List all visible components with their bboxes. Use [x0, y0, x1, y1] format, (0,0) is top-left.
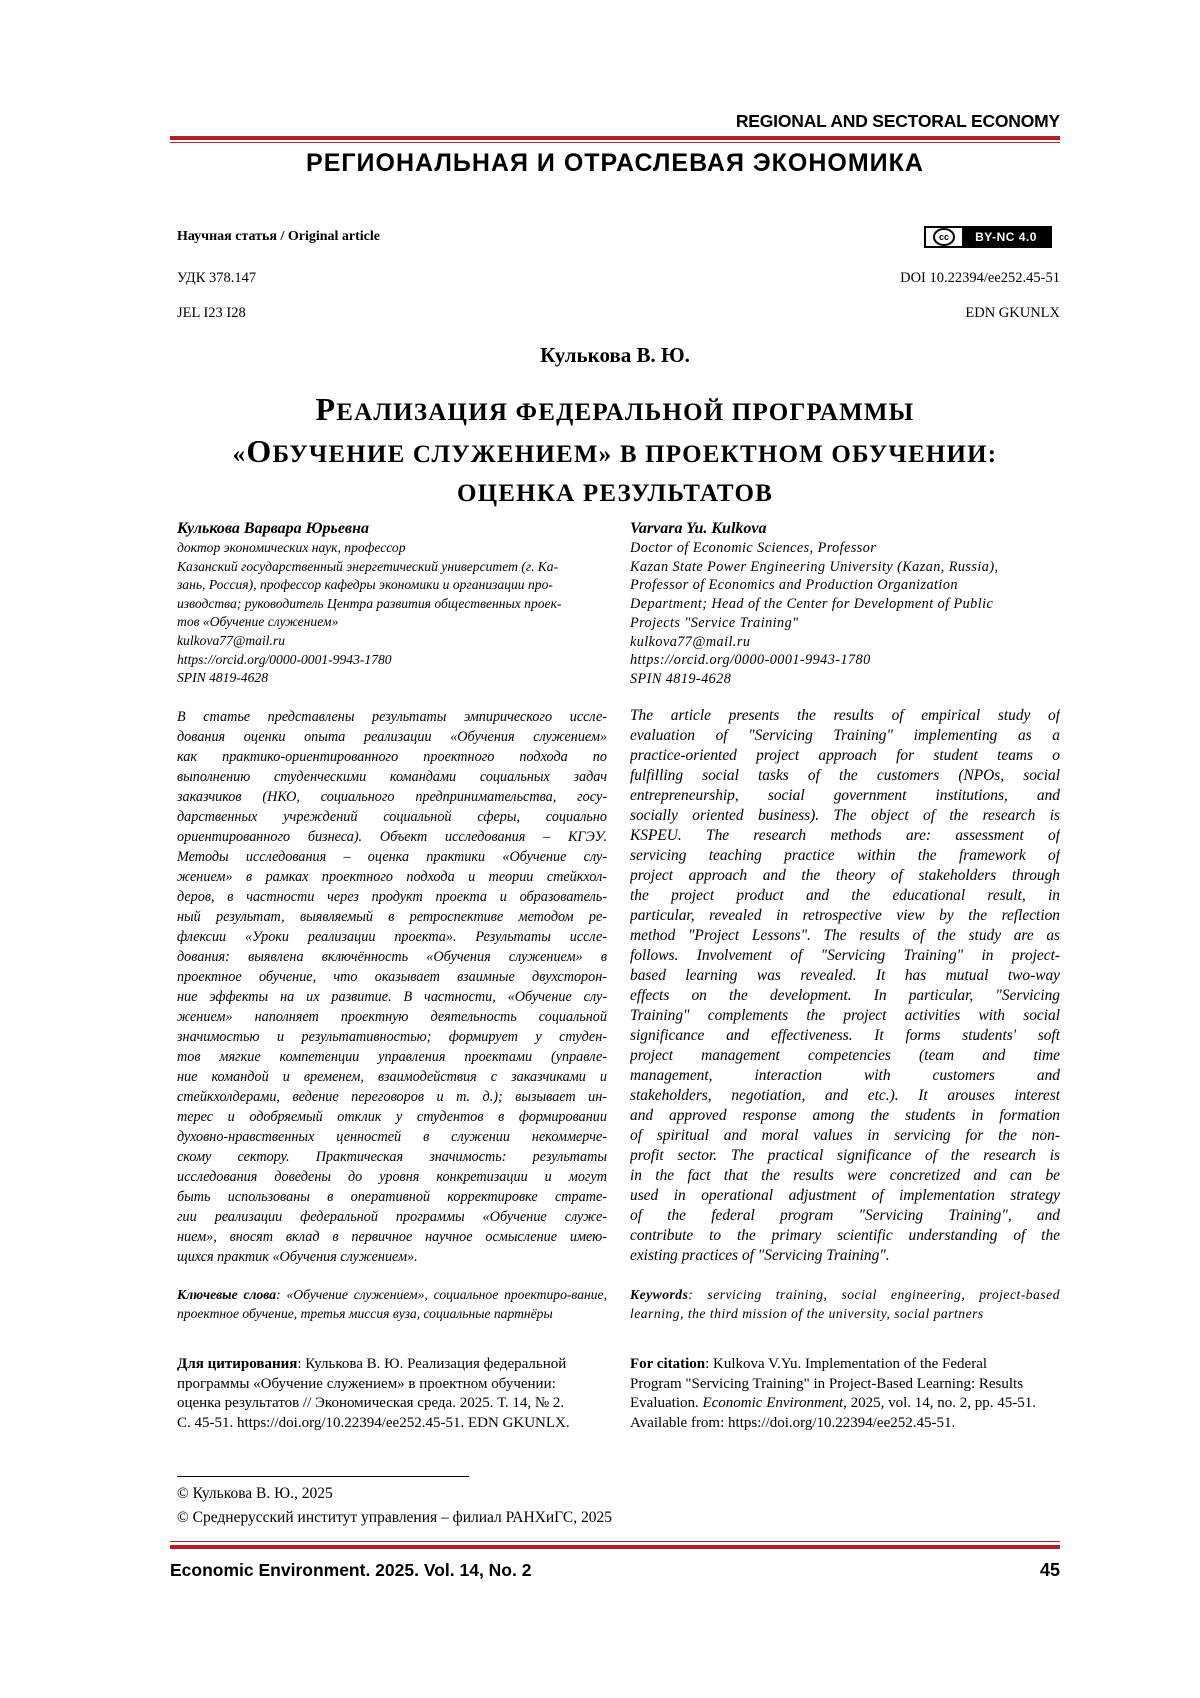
abstract-line: The article presents the results of empirical study of: [630, 706, 1060, 726]
abstract-line: of the federal program "Servicing Training", and: [630, 1206, 1060, 1226]
author-detail-line: kulkova77@mail.ru: [177, 632, 607, 651]
abstract-line: ние командой и временем, взаимодействия с заказчиками и: [177, 1067, 607, 1087]
section-title-ru: РЕГИОНАЛЬНАЯ И ОТРАСЛЕВАЯ ЭКОНОМИКА: [170, 149, 1060, 178]
author-detail-line: https://orcid.org/0000-0001-9943-1780: [630, 651, 1060, 670]
author-detail-line: Doctor of Economic Sciences, Professor: [630, 539, 1060, 558]
abstract-line: скому сектору. Практическая значимость: результаты: [177, 1147, 607, 1167]
keywords-en: Keywords: servicing training, social engineering, project-based learning, the third mission of the university, social partners: [630, 1285, 1060, 1323]
abstract-line: entrepreneurship, social government institutions, and: [630, 786, 1060, 806]
abstract-line: стейкхолдерами, ведение переговоров и т. д.); вызывает ин-: [177, 1087, 607, 1107]
abstract-line: флексии «Уроки реализации проекта». Результаты иссле-: [177, 927, 607, 947]
abstract-line: дарственных учреждений социальной сферы, социально: [177, 807, 607, 827]
article-title: РЕАЛИЗАЦИЯ ФЕДЕРАЛЬНОЙ ПРОГРАММЫ «ОБУЧЕНИЕ СЛУЖЕНИЕМ» В ПРОЕКТНОМ ОБУЧЕНИИ: ОЦЕНКА РЕЗУЛЬТАТОВ: [170, 390, 1060, 513]
abstract-line: significance and effectiveness. It forms students' soft: [630, 1026, 1060, 1046]
header-rule-thin: [170, 142, 1060, 143]
abstract-line: evaluation of "Servicing Training" implementing as a: [630, 726, 1060, 746]
abstract-line: of spiritual and moral values in servicing for the non-: [630, 1126, 1060, 1146]
author-detail-line: Казанский государственный энергетический университет (г. Ка-: [177, 558, 607, 577]
abstract-line: как практико-ориентированного проектного подхода по: [177, 747, 607, 767]
author-detail-line: Professor of Economics and Production Organization: [630, 576, 1060, 595]
keywords-ru: Ключевые слова: «Обучение служением», социальное проектиро-вание, проектное обучение, третья миссия вуза, социальные партнёры: [177, 1285, 607, 1323]
abstract-line: жением» наполняет проектную деятельность социальной: [177, 1007, 607, 1027]
abstract-line: fulfilling social tasks of the customers (NPOs, social: [630, 766, 1060, 786]
author-detail-line: SPIN 4819-4628: [177, 669, 607, 688]
abstract-line: project management competencies (team and time: [630, 1046, 1060, 1066]
footer-rule: [170, 1545, 1060, 1549]
copyright-author: © Кулькова В. Ю., 2025: [177, 1485, 333, 1503]
abstract-line: and approved response among the students in formation: [630, 1106, 1060, 1126]
author-detail-line: Kazan State Power Engineering University (Kazan, Russia),: [630, 558, 1060, 577]
journal-issue: Economic Environment. 2025. Vol. 14, No. 2: [170, 1560, 531, 1581]
author-detail-line: изводства; руководитель Центра развития общественных проек-: [177, 595, 607, 614]
footer-rule-thin: [170, 1541, 1060, 1542]
abstract-line: заказчиков (НКО, социального предпринимательства, госу-: [177, 787, 607, 807]
abstract-line: выполнению студенческими командами социальных задач: [177, 767, 607, 787]
abstract-line: В статье представлены результаты эмпирического иссле-: [177, 707, 607, 727]
license-label: BY-NC 4.0: [962, 228, 1050, 246]
abstract-line: Training" complements the project activities with social: [630, 1006, 1060, 1026]
copyright-institute: © Среднерусский институт управления – филиал РАНХиГС, 2025: [177, 1509, 612, 1527]
abstract-line: духовно-нравственных ценностей в служении некоммерче-: [177, 1127, 607, 1147]
edn-code: EDN GKUNLX: [965, 305, 1060, 322]
abstract-line: method "Project Lessons". The results of the study are as: [630, 926, 1060, 946]
abstract-line: нием», вносят вклад в первичное научное осмысление имею-: [177, 1227, 607, 1247]
abstract-line: жением» в рамках проектного подхода и теории стейкхол-: [177, 867, 607, 887]
abstract-line: based learning was revealed. It has mutual two-way: [630, 966, 1060, 986]
abstract-line: KSPEU. The research methods are: assessment of: [630, 826, 1060, 846]
udk-code: УДК 378.147: [177, 270, 256, 287]
license-badge[interactable]: [924, 226, 1052, 248]
doi[interactable]: DOI 10.22394/ee252.45-51: [900, 270, 1060, 287]
abstract-line: profit sector. The practical significance of the research is: [630, 1146, 1060, 1166]
abstract-line: терес и одобряемый отклик у студентов в формировании: [177, 1107, 607, 1127]
abstract-line: management, interaction with customers and: [630, 1066, 1060, 1086]
abstract-line: stakeholders, negotiation, and etc.). It arouses interest: [630, 1086, 1060, 1106]
abstract-line: ориентированного бизнеса). Объект исследования – КГЭУ.: [177, 827, 607, 847]
cc-icon: cc: [926, 228, 962, 246]
abstract-line: practice-oriented project approach for student teams o: [630, 746, 1060, 766]
abstract-line: дования оценки опыта реализации «Обучения служением»: [177, 727, 607, 747]
article-type: Научная статья / Original article: [177, 229, 380, 245]
abstract-line: socially oriented business). The object of the research is: [630, 806, 1060, 826]
author-detail-line: kulkova77@mail.ru: [630, 633, 1060, 652]
abstract-line: проектное обучение, что оказывает взаимные двухсторон-: [177, 967, 607, 987]
author-short: Кулькова В. Ю.: [170, 343, 1060, 368]
abstract-line: быть использованы в оперативной корректировке страте-: [177, 1187, 607, 1207]
abstract-line: in the fact that the results were concretized and can be: [630, 1166, 1060, 1186]
author-name-ru: Кулькова Варвара Юрьевна: [177, 519, 607, 539]
abstract-line: тов мягкие компетенции управления проектами (управле-: [177, 1047, 607, 1067]
abstract-line: contribute to the primary scientific understanding of the: [630, 1226, 1060, 1246]
author-info-ru: [177, 519, 607, 688]
jel-codes: JEL I23 I28: [177, 305, 246, 322]
abstract-line: project approach and the theory of stakeholders through: [630, 866, 1060, 886]
page-number: 45: [1040, 1560, 1060, 1581]
author-detail-line: Projects "Service Training": [630, 614, 1060, 633]
abstract-line: деров, в частности через продукт проекта и образователь-: [177, 887, 607, 907]
abstract-line: servicing teaching practice within the framework of: [630, 846, 1060, 866]
abstract-line: щихся практик «Обучения служением».: [177, 1247, 607, 1267]
abstract-line: дования: выявлена включённость «Обучения служением» в: [177, 947, 607, 967]
header-rule: [170, 136, 1060, 140]
abstract-line: the project product and the educational result, in: [630, 886, 1060, 906]
abstract-line: ный результат, выявляемый в ретроспективе методом ре-: [177, 907, 607, 927]
abstract-line: значимостью и результативностью; формирует у студен-: [177, 1027, 607, 1047]
author-detail-line: https://orcid.org/0000-0001-9943-1780: [177, 651, 607, 670]
abstract-line: used in operational adjustment of implementation strategy: [630, 1186, 1060, 1206]
abstract-line: гии реализации федеральной программы «Обучение служе-: [177, 1207, 607, 1227]
abstract-line: effects on the development. In particular, "Servicing: [630, 986, 1060, 1006]
author-detail-line: зань, Россия), профессор кафедры экономики и организации про-: [177, 576, 607, 595]
abstract-line: existing practices of "Servicing Training".: [630, 1246, 1060, 1266]
footnote-rule: [177, 1476, 469, 1477]
abstract-line: Методы исследования – оценка практики «Обучение слу-: [177, 847, 607, 867]
author-detail-line: Department; Head of the Center for Development of Public: [630, 595, 1060, 614]
author-detail-line: SPIN 4819-4628: [630, 670, 1060, 689]
abstract-line: follows. Involvement of "Servicing Training" in project-: [630, 946, 1060, 966]
abstract-en: [630, 706, 1060, 1266]
abstract-ru: [177, 707, 607, 1267]
abstract-line: исследования доведены до уровня конкретизации и могут: [177, 1167, 607, 1187]
citation-ru: Для цитирования: Кулькова В. Ю. Реализация федеральной программы «Обучение служением» в проектном обучении: оценка результатов // Экономическая среда. 2025. Т. 14, № 2. С. 45-51. https://doi.org/10.22394/ee252.45-51. EDN GKUNLX.: [177, 1355, 607, 1433]
citation-en: For citation: Kulkova V.Yu. Implementation of the Federal Program "Servicing Training" in Project-Based Learning: Results Evaluation. Economic Environment, 2025, vol. 14, no. 2, pp. 45-51. Available from: https://doi.org/10.22394/ee252.45-51.: [630, 1355, 1060, 1433]
author-info-en: [630, 519, 1060, 689]
section-title-en: REGIONAL AND SECTORAL ECONOMY: [736, 111, 1060, 132]
abstract-line: ние эффекты на их развитие. В частности, «Обучение слу-: [177, 987, 607, 1007]
author-name-en: Varvara Yu. Kulkova: [630, 519, 1060, 539]
abstract-line: particular, revealed in retrospective view by the reflection: [630, 906, 1060, 926]
author-detail-line: доктор экономических наук, профессор: [177, 539, 607, 558]
author-detail-line: тов «Обучение служением»: [177, 613, 607, 632]
